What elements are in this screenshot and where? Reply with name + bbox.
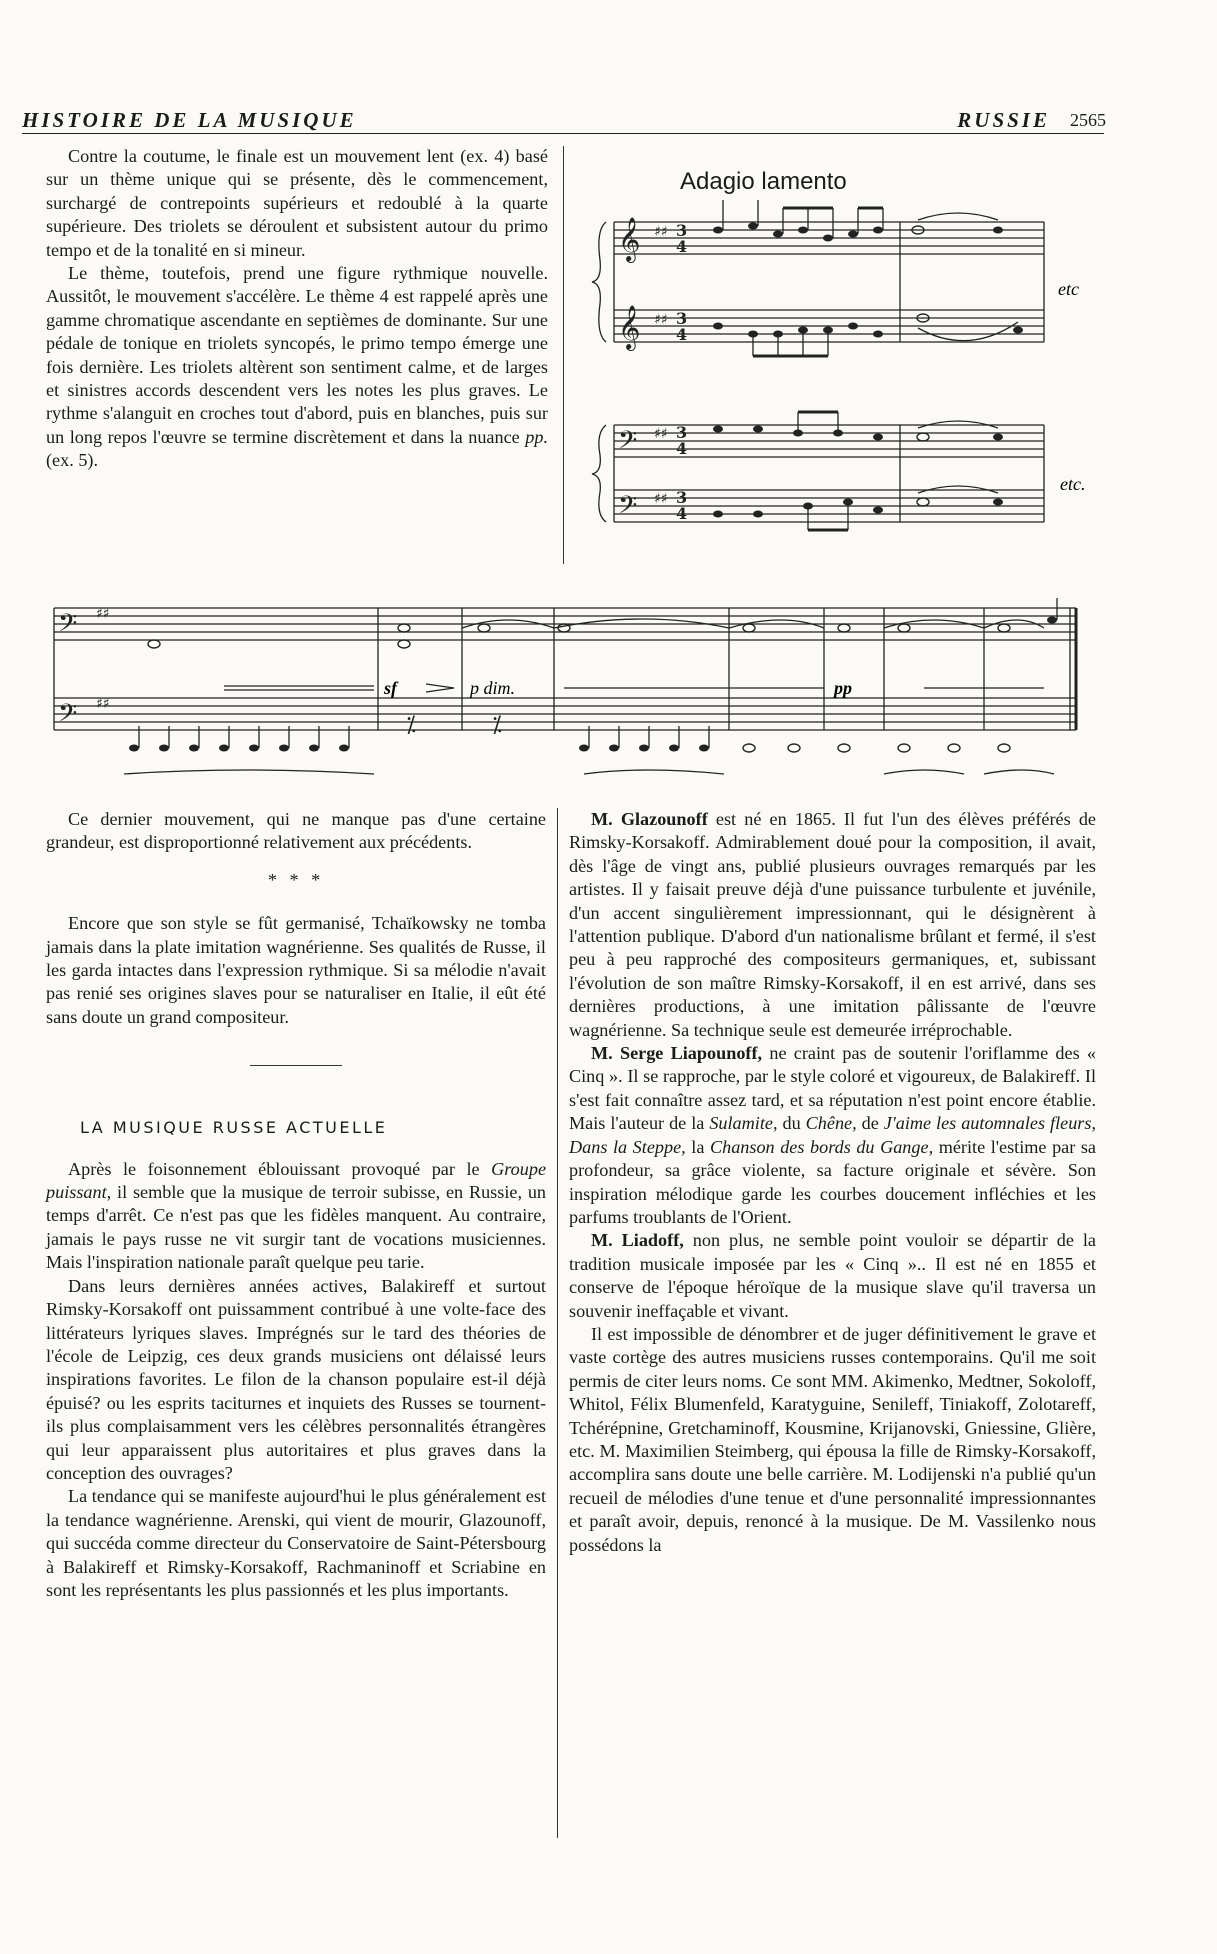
column-bottom-left	[46, 808, 546, 1602]
etc-mark-lower: etc.	[1060, 474, 1086, 494]
svg-text:4: 4	[676, 237, 688, 256]
paragraph: Ce dernier mouvement, qui ne manque pas d'une certaine grandeur, est disproportionné relativement aux précédents.	[46, 809, 546, 853]
dynamic-p-dim: p dim.	[470, 678, 515, 698]
running-title-right: RUSSIE	[957, 108, 1050, 132]
score-ex4	[578, 200, 1098, 550]
dynamic-sf: sf	[384, 678, 397, 698]
score-ex5	[44, 598, 1084, 778]
page-number: 2565	[1070, 110, 1106, 130]
svg-text:♯♯: ♯♯	[654, 426, 668, 442]
running-title-left: HISTOIRE DE LA MUSIQUE	[22, 108, 357, 132]
svg-text:3: 3	[676, 488, 688, 507]
paragraph: La tendance qui se manifeste aujourd'hui le plus généralement est la tendance wagnérienne. Arenski, qui vient de mourir, Glazounoff, qui succéda comme directeur du Conservatoire de Saint-Pétersbourg à Balakireff et Rimsky-Korsakoff, Rachmaninoff et Scriabine en sont les représentants les plus passionnés et les plus importants.	[46, 1486, 546, 1600]
svg-text:𝄞: 𝄞	[618, 305, 641, 349]
page-header	[22, 104, 1106, 134]
tempo-marking: Adagio lamento	[680, 168, 847, 195]
dynamic-pp: pp	[834, 678, 852, 698]
svg-text:𝄢: 𝄢	[618, 426, 638, 461]
paragraph: Encore que son style se fût germanisé, Tchaïkowsky ne tomba jamais dans la plate imitation wagnérienne. Ses qualités de Russe, il les garda intactes dans l'expression rythmique. Si sa mélodie n'avait pas renié ses origines slaves pour se naturaliser en Italie, il eût été sans doute un grand compositeur.	[46, 913, 546, 1027]
svg-text:♯♯: ♯♯	[654, 224, 668, 240]
paragraph: M. Glazounoff est né en 1865. Il fut l'un des élèves préférés de Rimsky-Korsakoff. Admirablement doué pour la composition, il avait, dès l'âge de vingt ans, publié plusieurs ouvrages remarqués par les artistes. Il y faisait preuve déjà d'une puissance turbulente et juvénile, d'un accent singulièrement impressionnant, qui le désignèrent à l'attention publique. D'abord d'un nationalisme brûlant et fermé, il s'est peu à peu rapproché des compositeurs germaniques, et, subissant l'évolution de son maître Rimsky-Korsakoff, il en est arrivé, dans ses dernières productions, à une imitation pâlissante de l'œuvre wagnérienne. Sa technique seule est demeurée irréprochable.	[569, 809, 1096, 1040]
column-rule	[557, 808, 558, 1838]
paragraph: Le thème, toutefois, prend une figure rythmique nouvelle. Aussitôt, le mouvement s'accélère. Le thème 4 est rappelé après une gamme chromatique ascendante en septièmes de dominante. Sur une pédale de tonique en triolets syncopés, le primo tempo émerge une fois dernière. Les triolets altèrent son sentiment calme, et de larges et sinistres accords descendent vers les notes les plus graves. Le rythme s'alanguit en croches tout d'abord, puis en blanches, puis sur un long repos l'œuvre se termine discrètement et dans la nuance pp. (ex. 5).	[46, 263, 549, 471]
section-title: LA MUSIQUE RUSSE ACTUELLE	[80, 1118, 388, 1138]
section-separator	[250, 1065, 342, 1066]
column-top-left	[46, 145, 548, 473]
paragraph: Après le foisonnement éblouissant provoqué par le Groupe puissant, il semble que la musique de terroir subisse, en Russie, un temps d'arrêt. Ce n'est pas que les fidèles manquent. Au contraire, jamais le pays russe ne vit surgir tant de vocations musiciennes. Mais l'inspiration nationale paraît quelque peu tarie.	[46, 1158, 547, 1273]
svg-text:⁒: ⁒	[492, 713, 502, 738]
svg-text:♯♯: ♯♯	[96, 606, 110, 622]
svg-text:3: 3	[676, 309, 688, 328]
svg-text:𝄢: 𝄢	[58, 699, 78, 734]
svg-text:4: 4	[676, 504, 688, 523]
paragraph: M. Liadoff, non plus, ne semble point vouloir se départir de la tradition musicale imposée par les « Cinq ».. Il est né en 1855 et conserve de l'époque héroïque de la musique slave qu'il traversa un souvenir ineffaçable et vivant.	[569, 1230, 1097, 1321]
svg-text:♯♯: ♯♯	[96, 696, 110, 712]
column-bottom-right	[569, 808, 1096, 1557]
svg-text:𝄞: 𝄞	[618, 217, 641, 261]
etc-mark-upper: etc	[1058, 279, 1079, 299]
svg-text:3: 3	[676, 423, 688, 442]
svg-text:4: 4	[676, 439, 688, 458]
section-stars: * * *	[267, 869, 325, 890]
svg-text:3: 3	[676, 221, 688, 240]
svg-text:♯♯: ♯♯	[654, 491, 668, 507]
svg-text:4: 4	[676, 325, 688, 344]
paragraph: Contre la coutume, le finale est un mouvement lent (ex. 4) basé sur un thème unique qui se présente, dès le commencement, surchargé de contrepoints supérieurs et redoublé à la quarte supérieure. Des triolets se déroulent et subsistent autour du primo tempo et de la tonalité en si mineur.	[46, 146, 548, 260]
paragraph: Dans leurs dernières années actives, Balakireff et surtout Rimsky-Korsakoff ont puissamment contribué à une volte-face des littérateurs lyriques slaves. Imprégnés sur le tard des théories de l'école de Leipzig, ces deux grands musiciens ont délaissé leurs inspirations favorites. Le filon de la chanson populaire est-il déjà épuisé? ou les esprits taciturnes et inquiets des Russes se tournent-ils plus complaisamment vers les célèbres personnalités étrangères qui leur apparaissent plus autoritaires et plus graves dans la conception des ouvrages?	[46, 1275, 546, 1483]
svg-text:𝄢: 𝄢	[618, 491, 638, 526]
paragraph: Il est impossible de dénombrer et de juger définitivement le grave et vaste cortège des autres musiciens russes contemporains. Qu'il me soit permis de citer leurs noms. Ce sont MM. Akimenko, Medtner, Sokoloff, Whitol, Félix Blumenfeld, Karatyguine, Senileff, Tiniakoff, Zolotareff, Tchérépnine, Gretchaminoff, Kousmine, Krijanovski, Gniessine, Glière, etc. M. Maximilien Steimberg, qui épousa la fille de Rimsky-Korsakoff, accomplira sans doute une belle carrière. M. Lodijenski n'a publié qu'un recueil de mélodies d'une tenue et d'une personnalité impressionnantes et paraît avoir, depuis, renoncé à la musique. De M. Vassilenko nous possédons la	[569, 1323, 1096, 1555]
header-rule	[22, 133, 1104, 134]
svg-text:𝄢: 𝄢	[58, 609, 78, 644]
column-rule	[563, 146, 564, 564]
svg-text:⁒: ⁒	[406, 713, 416, 738]
paragraph: M. Serge Liapounoff, ne craint pas de soutenir l'oriflamme des « Cinq ». Il se rapproche, par le style coloré et vigoureux, de Balakireff. Il s'est fait connaître assez tard, et sa réputation n'est point encore établie. Mais l'auteur de la Sulamite, du Chêne, de J'aime les automnales fleurs, Dans la Steppe, la Chanson des bords du Gange, mérite l'estime par sa profondeur, sa grâce violente, sa facture originale et sévère. Son inspiration mélodique garde les courbes doucement infléchies et les parfums troublants de l'Orient.	[569, 1043, 1097, 1227]
svg-text:♯♯: ♯♯	[654, 312, 668, 328]
